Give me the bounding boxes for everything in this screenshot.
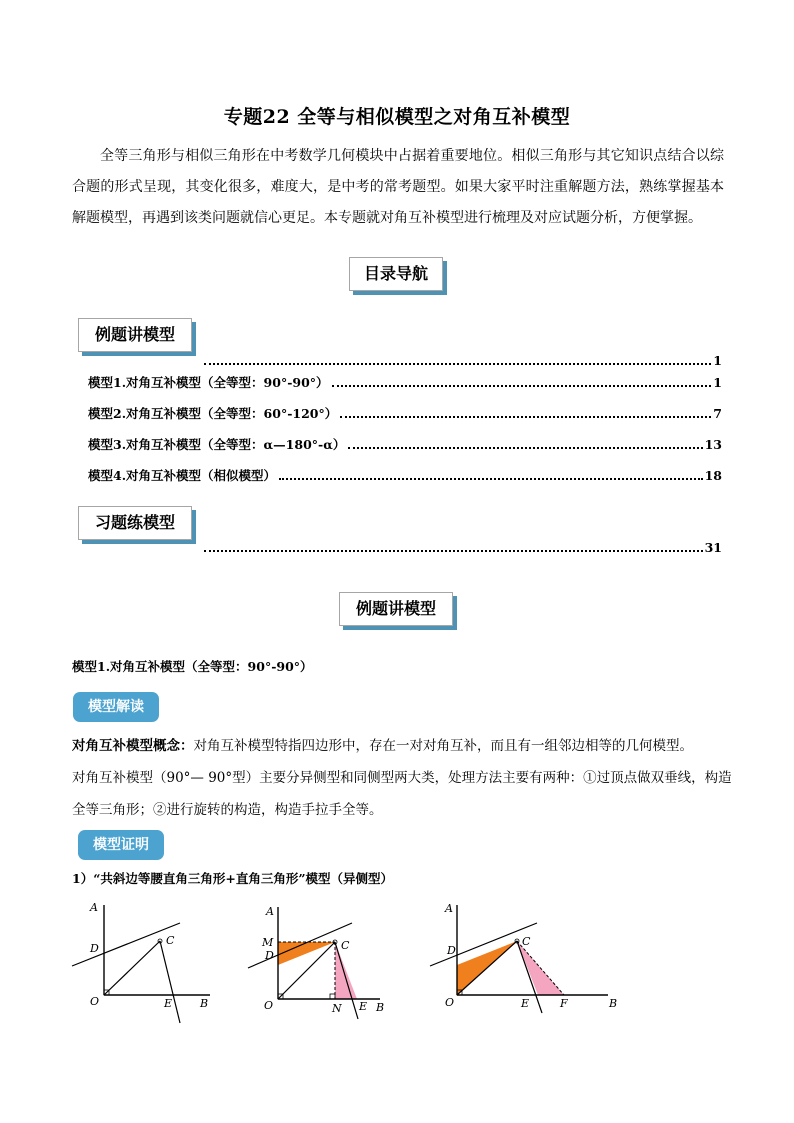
toc-leader (340, 416, 711, 418)
label-A: A (445, 902, 453, 915)
line-dc (72, 923, 180, 966)
toc-item-page: 1 (713, 375, 722, 390)
label-B: B (200, 997, 209, 1010)
toc-leader (204, 363, 711, 365)
page-title: 专题22 全等与相似模型之对角互补模型 (223, 106, 571, 128)
toc-item[interactable] (88, 405, 722, 423)
shaded-triangle-orange (278, 942, 335, 965)
concept-label: 对角互补模型概念： (72, 738, 194, 754)
label-C: C (522, 935, 531, 948)
toc-item-page: 7 (713, 406, 722, 421)
label-B: B (376, 1001, 385, 1014)
label-O: O (90, 995, 100, 1008)
toc-item[interactable] (88, 374, 722, 392)
model1-title: 模型1.对角互补模型（全等型：90°-90°） (72, 659, 313, 674)
label-M: M (262, 936, 274, 949)
label-E: E (521, 997, 530, 1010)
label-E: E (359, 1000, 368, 1013)
figure-1 (60, 895, 220, 1025)
concept-paragraph (72, 730, 732, 826)
label-D: D (90, 942, 99, 955)
label-E: E (164, 997, 173, 1010)
toc-item[interactable] (88, 467, 722, 485)
toc-section2-heading: 习题练模型 (78, 506, 192, 540)
toc-leader (332, 385, 712, 387)
toc-item[interactable] (88, 436, 722, 454)
label-A: A (266, 905, 274, 918)
label-O: O (264, 999, 274, 1012)
concept-text-2: 对角互补模型（90°— 90°型）主要分异侧型和同侧型两大类，处理方法主要有两种：①过顶点做双垂线，构造全等三角形；②进行旋转的构造，构造手拉手全等。 (72, 770, 732, 818)
toc-section1-heading: 例题讲模型 (78, 318, 192, 352)
pill-model-proof: 模型证明 (78, 830, 164, 860)
label-B: B (609, 997, 618, 1010)
toc-item-page: 18 (704, 468, 722, 483)
concept-text: 对角互补模型特指四边形中，存在一对对角互补，而且有一组邻边相等的几何模型。 (193, 738, 693, 754)
toc-leader (204, 550, 703, 552)
label-O: O (445, 996, 455, 1009)
subheading-1: 1）“共斜边等腰直角三角形+直角三角形”模型（异侧型） (72, 871, 394, 886)
label-A: A (90, 901, 98, 914)
toc-leader (279, 478, 703, 480)
toc-page: 31 (704, 540, 722, 555)
section-heading: 例题讲模型 (339, 592, 453, 626)
figure-3 (420, 895, 630, 1025)
toc-item-label: 模型1.对角互补模型（全等型：90°-90°） (88, 375, 329, 390)
toc-leader (348, 447, 702, 449)
intro-paragraph: 全等三角形与相似三角形在中考数学几何模块中占据着重要地位。相似三角形与其它知识点结合以综合题的形式呈现，其变化很多，难度大，是中考的常考题型。如果大家平时注重解题方法，熟练掌握基本解题模型，再遇到该类问题就信心更足。本专题就对角互补模型进行梳理及对应试题分析，方便掌握。 (72, 148, 724, 226)
toc-section2-row[interactable] (204, 539, 722, 557)
toc-heading: 目录导航 (349, 257, 443, 291)
toc-item-label: 模型2.对角互补模型（全等型：60°-120°） (88, 406, 338, 421)
toc-page: 1 (713, 353, 722, 368)
line-ce (160, 941, 180, 1023)
toc-item-page: 13 (704, 437, 722, 452)
label-D: D (447, 944, 456, 957)
label-N: N (332, 1002, 342, 1015)
pill-model-interpretation: 模型解读 (73, 692, 159, 722)
segment-oc (104, 941, 160, 995)
label-D: D (265, 949, 274, 962)
toc-item-label: 模型3.对角互补模型（全等型：α—180°-α） (88, 437, 346, 452)
label-F: F (560, 997, 568, 1010)
label-C: C (166, 934, 175, 947)
right-angle-mark-n (330, 994, 335, 999)
toc-list (88, 374, 722, 485)
toc-section1-row[interactable] (204, 352, 722, 370)
label-C: C (341, 939, 350, 952)
figure-2 (240, 895, 390, 1025)
toc-item-label: 模型4.对角互补模型（相似模型） (88, 468, 277, 483)
